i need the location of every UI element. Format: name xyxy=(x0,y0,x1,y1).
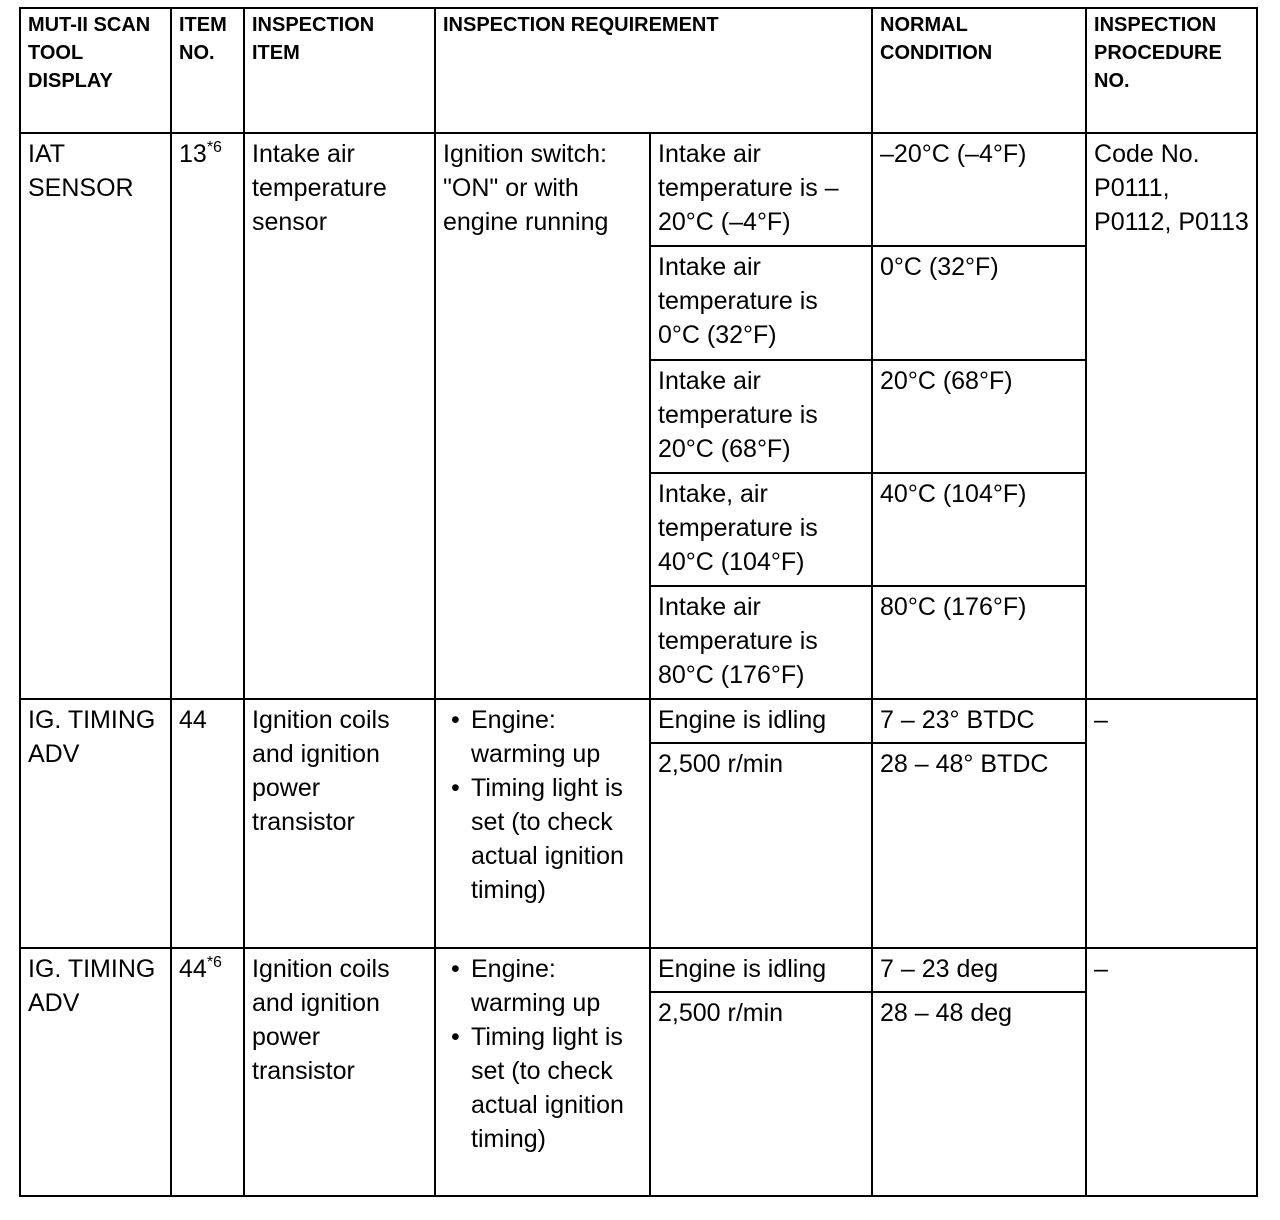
list-item: • Timing light is set (to check actual ignition timing) xyxy=(451,1020,642,1156)
header-requirement: INSPECTION REQUIREMENT xyxy=(435,8,872,133)
item-no-sup: *6 xyxy=(206,953,222,971)
condition-cell: Engine is idling xyxy=(650,948,872,992)
requirement-cell: Ignition switch: "ON" or with engine running xyxy=(435,133,650,699)
condition-cell: Intake air temperature is 80°C (176°F) xyxy=(650,586,872,699)
normal-cell: 7 – 23° BTDC xyxy=(872,699,1086,743)
normal-cell: –20°C (–4°F) xyxy=(872,133,1086,246)
display-cell: IAT SENSOR xyxy=(20,133,171,699)
display-cell: IG. TIMING ADV xyxy=(20,699,171,947)
condition-cell: 2,500 r/min xyxy=(650,743,872,947)
normal-cell: 20°C (68°F) xyxy=(872,360,1086,473)
header-row xyxy=(20,8,1257,133)
header-display: MUT-II SCAN TOOL DISPLAY xyxy=(20,8,171,133)
condition-cell: Intake air temperature is 20°C (68°F) xyxy=(650,360,872,473)
list-item: • Engine: warming up xyxy=(451,703,642,771)
requirement-cell xyxy=(435,948,650,1196)
procedure-cell: – xyxy=(1086,948,1257,1196)
condition-cell: Intake air temperature is 0°C (32°F) xyxy=(650,246,872,359)
normal-cell: 7 – 23 deg xyxy=(872,948,1086,992)
requirement-cell xyxy=(435,699,650,947)
header-item: INSPECTION ITEM xyxy=(244,8,435,133)
condition-cell: Engine is idling xyxy=(650,699,872,743)
header-normal: NORMAL CONDITION xyxy=(872,8,1086,133)
header-procedure: INSPECTION PROCEDURE NO. xyxy=(1086,8,1257,133)
normal-cell: 0°C (32°F) xyxy=(872,246,1086,359)
header-item-no: ITEM NO. xyxy=(171,8,244,133)
condition-cell: Intake air temperature is –20°C (–4°F) xyxy=(650,133,872,246)
display-cell: IG. TIMING ADV xyxy=(20,948,171,1196)
table-row xyxy=(20,948,1257,992)
list-item: • Engine: warming up xyxy=(451,952,642,1020)
normal-cell: 40°C (104°F) xyxy=(872,473,1086,586)
item-no-cell: 44 xyxy=(171,699,244,947)
inspection-table xyxy=(19,7,1258,1197)
list-item: • Timing light is set (to check actual ignition timing) xyxy=(451,771,642,907)
condition-cell: Intake, air temperature is 40°C (104°F) xyxy=(650,473,872,586)
requirement-list xyxy=(443,703,642,907)
procedure-cell: – xyxy=(1086,699,1257,947)
item-cell: Ignition coils and ignition power transistor xyxy=(244,699,435,947)
item-no-sup: *6 xyxy=(206,139,222,157)
item-cell: Intake air temperature sensor xyxy=(244,133,435,699)
requirement-list xyxy=(443,952,642,1156)
normal-cell: 80°C (176°F) xyxy=(872,586,1086,699)
procedure-cell: Code No. P0111, P0112, P0113 xyxy=(1086,133,1257,699)
item-cell: Ignition coils and ignition power transistor xyxy=(244,948,435,1196)
item-no-cell: 44$^{*6}$ xyxy=(171,948,244,1196)
normal-cell: 28 – 48 deg xyxy=(872,992,1086,1196)
table-row xyxy=(20,699,1257,743)
condition-cell: 2,500 r/min xyxy=(650,992,872,1196)
item-no-cell: 13$^{*6}$ xyxy=(171,133,244,699)
normal-cell: 28 – 48° BTDC xyxy=(872,743,1086,947)
table-row xyxy=(20,133,1257,246)
